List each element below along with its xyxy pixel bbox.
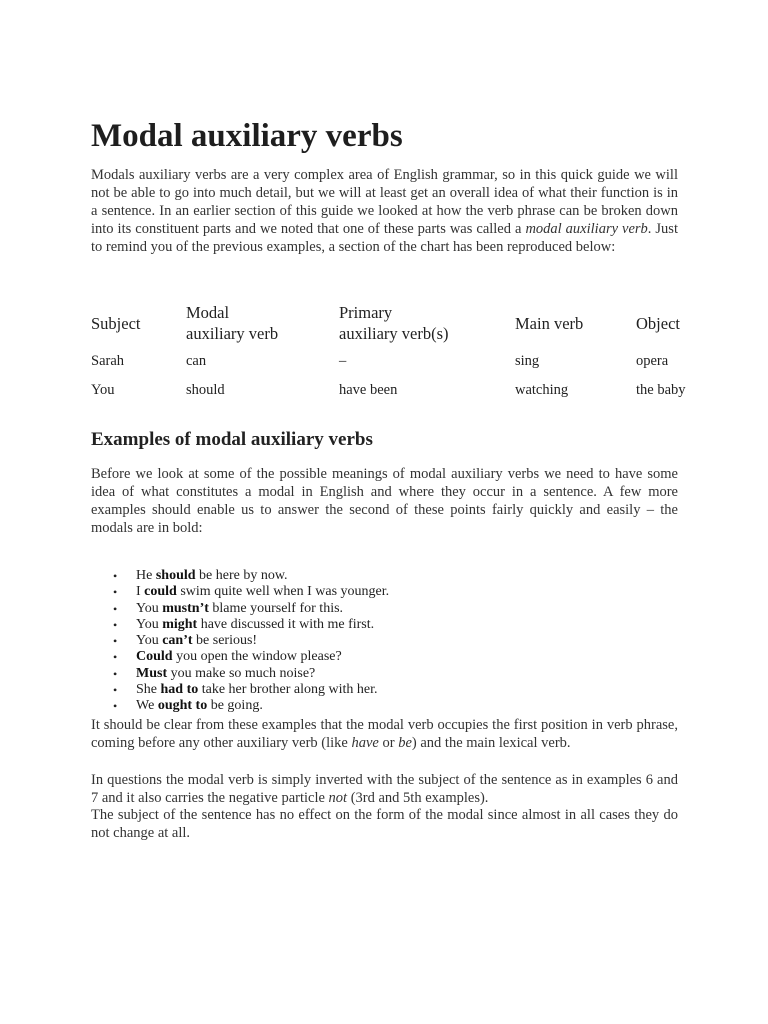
list-item: • You can’t be serious!: [91, 633, 678, 649]
header-main-verb: Main verb: [515, 313, 584, 333]
subject-paragraph: The subject of the sentence has no effect on the form of the modal since almost in all cases they do not change at all.: [91, 807, 678, 841]
page-title: Modal auxiliary verbs: [91, 118, 403, 154]
cell-main-verb: sing: [515, 352, 540, 369]
cell-main-verb: watching: [515, 381, 569, 398]
list-item: • He should be here by now.: [91, 568, 678, 584]
list-item: • I could swim quite well when I was younger.: [91, 584, 678, 600]
section-heading: Examples of modal auxiliary verbs: [91, 429, 373, 450]
list-item: • You might have discussed it with me first.: [91, 617, 678, 633]
questions-paragraph: In questions the modal verb is simply inverted with the subject of the sentence as in examples 6 and 7 and it also carries the negative particle not (3rd and 5th examples).: [91, 772, 678, 806]
cell-object: opera: [636, 352, 669, 369]
table-row: [91, 375, 701, 404]
cell-primary: –: [339, 352, 347, 369]
cell-subject: Sarah: [91, 352, 125, 369]
examples-list: [91, 568, 678, 715]
intro-text-start: Modals auxiliary verbs are a very complex area of English grammar, so in this quick guide we will not be able to go into much detail, but we will at least get an overall idea of what their function is in a sentence. In an earlier section of this guide we looked at how the verb phrase can be broken down into its constituent parts and we noted that one of these parts was called a: [91, 167, 678, 237]
list-item: • Could you open the window please?: [91, 649, 678, 665]
cell-subject: You: [91, 381, 115, 398]
header-primary: Primary auxiliary verb(s): [339, 303, 449, 343]
cell-object: the baby: [636, 381, 686, 398]
intro-paragraph: [91, 166, 678, 256]
chart-header-row: [91, 300, 701, 346]
position-paragraph: It should be clear from these examples that the modal verb occupies the first position in verb phrase, coming before any other auxiliary verb (like have or be) and the main lexical verb.: [91, 717, 678, 751]
cell-modal: should: [186, 381, 225, 398]
cell-primary: have been: [339, 381, 398, 398]
table-row: [91, 346, 701, 375]
header-subject: Subject: [91, 313, 141, 333]
examples-intro-paragraph: Before we look at some of the possible meanings of modal auxiliary verbs we need to have some idea of what constitutes a modal in English and where they occur in a sentence. A few more examples should enable us to answer the second of these points fairly quickly and easily – the modals are in bold:: [91, 466, 678, 536]
list-item: • She had to take her brother along with her.: [91, 682, 678, 698]
verb-phrase-chart: [91, 300, 701, 404]
cell-modal: can: [186, 352, 207, 369]
header-object: Object: [636, 313, 680, 333]
header-modal: Modal auxiliary verb: [186, 303, 279, 343]
intro-text-end: . Just to remind you of the previous examples, a section of the chart has been reproduced below:: [91, 221, 678, 255]
list-item: • You mustn’t blame yourself for this.: [91, 601, 678, 617]
modal-term: modal auxiliary verb: [525, 221, 648, 237]
list-item: • Must you make so much noise?: [91, 666, 678, 682]
list-item: • We ought to be going.: [91, 698, 678, 714]
